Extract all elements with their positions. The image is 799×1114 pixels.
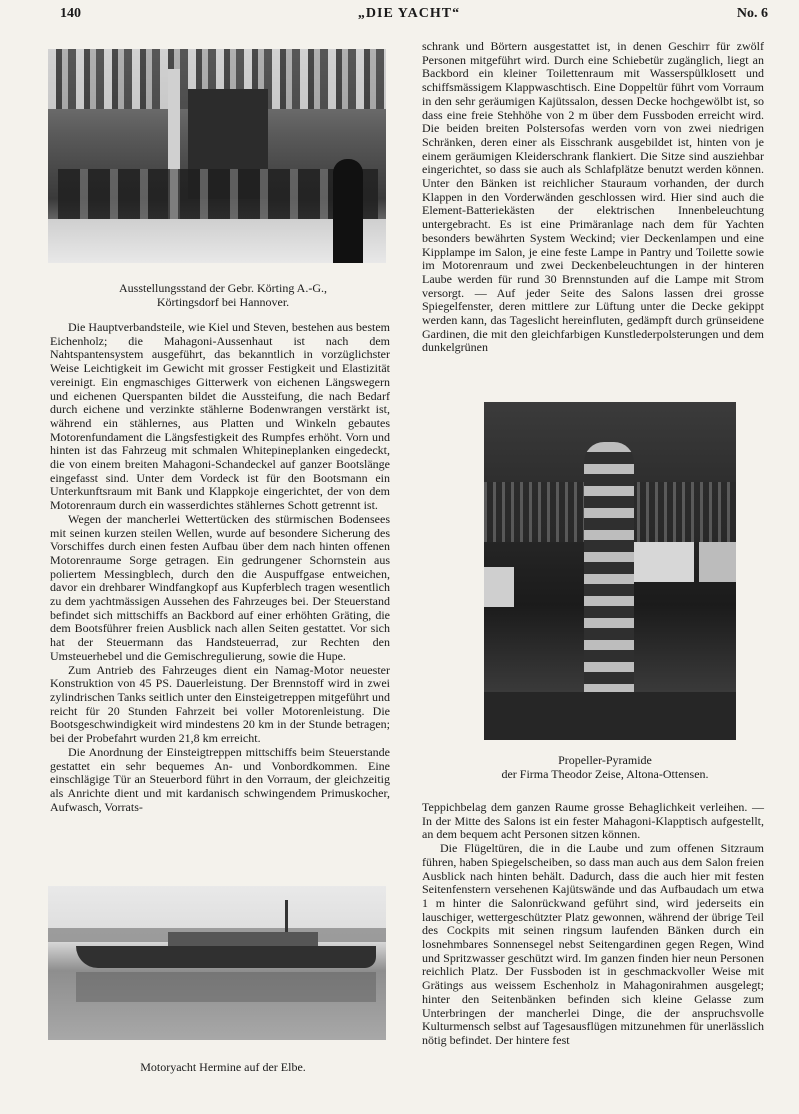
photo-floor (484, 692, 736, 740)
journal-title: „DIE YACHT“ (357, 6, 461, 21)
left-column-text (50, 321, 390, 814)
propeller-pyramid-caption (440, 753, 770, 781)
photo-propeller-pyramid (584, 442, 634, 692)
paragraph: Die Flügeltüren, die in die Laube und zum offenen Sitzraum führen, haben Spiegelscheiben, so dass man auch aus dem Salon freien Ausblick nach hinten behält. Dadurch, dass die auch hier mit festen Seitenfenstern versehenen Kajütswände und das Aufbaudach um etwa 1 m hinter die Salonrückwand geführt sind, wird jederseits ein lauschiger, wettergeschützter Platz gewonnen, während der übrige Teil des Cockpits mit seinen ringsum laufenden Bänken durch ein losnehmbares Sonnensegel nebst Seitengardinen gegen Regen, Wind und Spritzwasser geschützt wird. Im ganzen finden hier neun Personen reichlich Platz. Der Fussboden ist in geschmackvoller Weise mit Grätings aus weissem Eschenholz in Mahagonirahmen ausgelegt; hinter den Seitenbänken befinden sich kleine Gelasse zum Unterbringen der mancherlei Dinge, die der anspruchsvolle Kulturmensch selbst auf Tagesausflügen mitzunehmen für unerlässlich nötig befindet. Der hintere fest (422, 841, 764, 1047)
paragraph: Zum Antrieb des Fahrzeuges dient ein Namag-Motor neuester Konstruktion von 45 PS. Dauerleistung. Der Brennstoff wird in zwei zylindrischen Tanks seitlich unter den Einsteigetreppen mitgeführt und reicht für 20 Stunden Fahrzeit bei voller Motorenleistung. Die Bootsgeschwindigkeit wird mindestens 20 km in der Stunde betragen; bei der Probefahrt wurden 21,8 km erreicht. (50, 662, 390, 746)
paragraph: Wegen der mancherlei Wettertücken des stürmischen Bodensees mit seinen kurzen steilen Wellen, wurde auf besondere Sicherung des Vorschiffes durch einen festen Aufbau über dem nach hinten offenen Motorenraume Sorge getragen. Ein gedrungener Schornstein aus poliertem Messingblech, durch den die Auspuffgase entweichen, davor ein drehbarer Windfangkopf aus Kupferblech tragen wesentlich zu dem yachtmässigen Aussehen des Fahrzeuges bei. Der Steuerstand befindet sich mittschiffs an Backbord auf einer erhöhten Gräting, die dem Bootsführer freien Ausblick nach allen Seiten gestattet. Vor sich hat der Steuermann das Handsteuerrad, zur Rechten den Umsteuerhebel und die Gemischregulierung, sowie die Hupe. (50, 511, 390, 663)
propeller-pyramid-photo (484, 402, 736, 740)
photo-reflection (76, 972, 376, 1002)
right-column-bottom-text (422, 801, 764, 1048)
photo-person (333, 159, 363, 263)
caption-line: Ausstellungsstand der Gebr. Körting A.-G., (119, 281, 327, 295)
exhibition-stand-photo (48, 49, 386, 263)
caption-line: der Firma Theodor Zeise, Altona-Ottensen. (501, 767, 709, 781)
paragraph: Die Hauptverbandsteile, wie Kiel und Steven, bestehen aus bestem Eichenholz; die Mahagoni-Aussenhaut ist nach dem Nahtspantensystem ausgeführt, das bekanntlich in vorzüglichster Weise Leichtigkeit im Gewicht mit grosser Festigkeit und Elastizität vereinigt. Ein engmaschiges Gitterwerk von eichenen Längswegern und eichenen Querspanten bildet die Aussteifung, die nach Bedarf durch eichene und verzinkte stählerne Bodenwrangen verstärkt ist, während ein stählernes, aus Platten und Winkeln gebautes Motorenfundament die Längsfestigkeit des Rumpfes erhöht. Vorn und hinten ist das Fahrzeug mit schmalen Whitepineplanken eingedeckt, die von einem breiten Mahagoni-Schandeckel auf ganzer Bootslänge eingefasst sind. Unter dem Vordeck ist für den Bootsmann ein Unterkunftsraum mit Bank und Klappkoje eingerichtet, der von dem Motorenraum durch ein wasserdichtes stählernes Schott getrennt ist. (50, 320, 390, 513)
exhibition-stand-caption (48, 281, 398, 309)
photo-mast (285, 900, 288, 934)
page-header (50, 6, 768, 28)
paragraph: schrank und Börtern ausgestattet ist, in denen Geschirr für zwölf Personen mitgeführt wird. Durch eine Schiebetür zugänglich, liegt an Backbord ein kleiner Toilettenraum mit Wasserspülklosett und schiffsmässigem Klappwaschtisch. Eine Doppeltür führt vom Vorraum in den sehr geräumigen Kajütssalon, dessen Decke hochgewölbt ist, so dass eine freie Stehhöhe von 2 m über dem Fussboden erreicht wird. Die beiden breiten Polstersofas werden vorn von zwei niedrigen Schränken, deren einer als Eisschrank ausgebildet ist, hinten von je einem geräumigen Kleiderschrank flankiert. Die Sitze sind ausziehbar eingerichtet, so dass sie auch als Schlafplätze benutzt werden können. Unter den Bänken ist reichlicher Stauraum vorhanden, der durch Klappen in den Vorderwänden geschlossen wird. Hier sind auch die Element-Batteriekästen der elektrischen Innenbeleuchtung untergebracht. Es ist eine Primäranlage nach dem für Yachten besonders bewährten System Weckind; vier Deckenlampen und eine Kipplampe im Salon, je eine feste Lampe in Pantry und Toilette sowie im Motorenraum und zwei Deckenbeleuchtungen in der hinteren Laube werden für rund 30 Brennstunden auf die Lampe mit Strom versorgt. — Auf jeder Seite des Salons lassen drei grosse Spiegelfenster, deren mittlere zur Lüftung unter die Decke gekippt werden kann, das Tageslicht hereinfluten, gedämpft durch grünseidene Gardinen, die mit den gleichfarbigen Kunstlederpolsterungen und dem dunkelgrünen (422, 39, 764, 355)
caption-line: Propeller-Pyramide (558, 753, 652, 767)
paragraph: Die Anordnung der Einsteigtreppen mittschiffs beim Steuerstande gestattet ein sehr bequemes An- und Vonbordkommen. Eine einschlägige Tür an Steuerbord führt in den Vorraum, der gleichzeitig als Anrichte dient und mit kardanisch schwingendem Primuskocher, Aufwasch, Vorrats- (50, 744, 390, 814)
motor-yacht-photo (48, 886, 386, 1040)
motor-yacht-caption: Motoryacht Hermine auf der Elbe. (140, 1060, 306, 1074)
caption-line: Körtingsdorf bei Hannover. (156, 295, 290, 309)
photo-sign (699, 542, 736, 582)
right-column-top-text (422, 40, 764, 355)
photo-hull (76, 946, 376, 968)
photo-sign (634, 542, 694, 582)
page-number: 140 (60, 6, 81, 21)
issue-number: No. 6 (736, 6, 768, 21)
paragraph: Teppichbelag dem ganzen Raume grosse Behaglichkeit verleihen. — In der Mitte des Salons ist ein fester Mahagoni-Klapptisch aufgestellt, an dem bequem acht Personen sitzen können. (422, 800, 764, 842)
photo-sign (484, 567, 514, 607)
